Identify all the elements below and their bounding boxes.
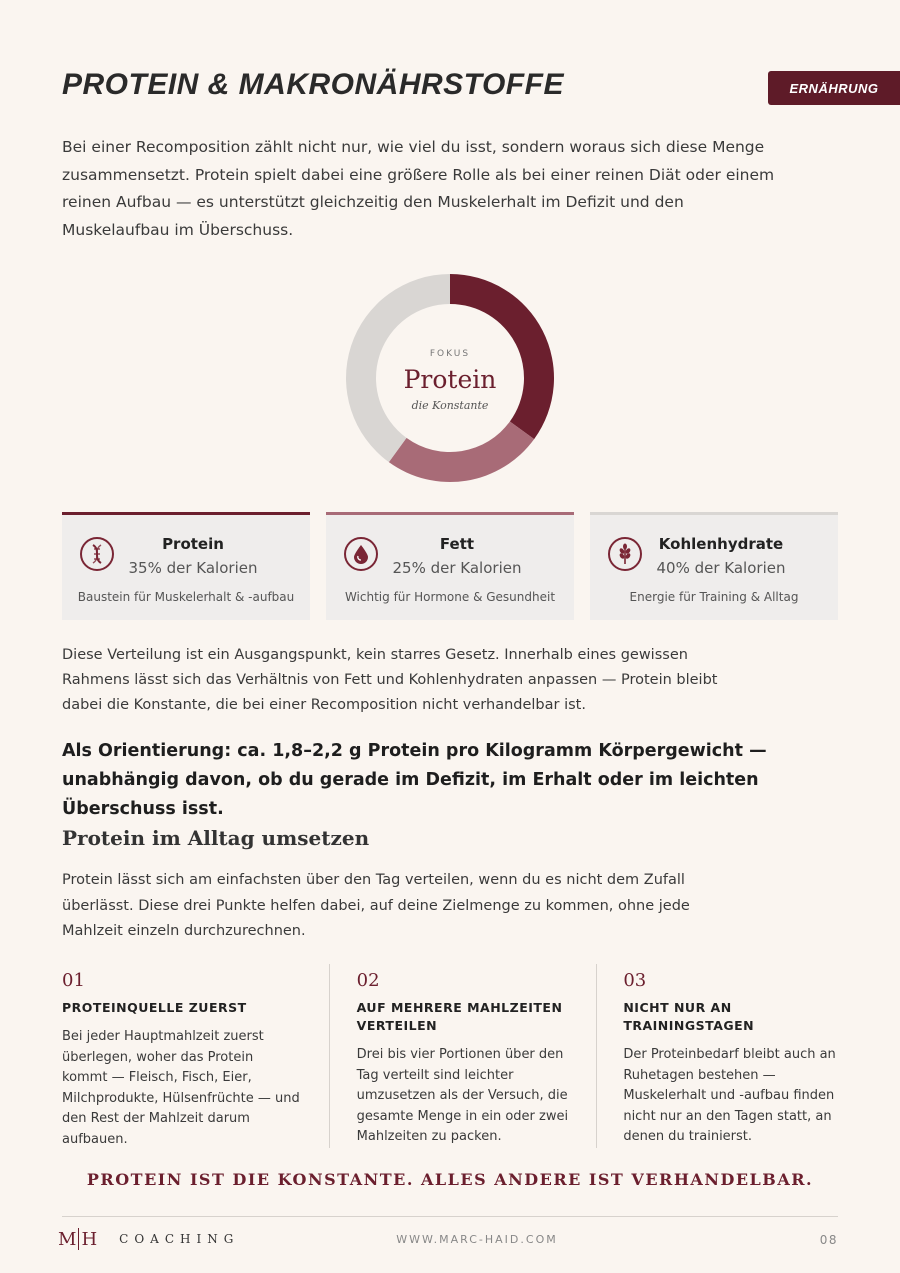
card-percentage: 25% der Kalorien: [392, 559, 522, 577]
tip-text: Bei jeder Hauptmahlzeit zuerst überlegen, woher das Protein kommt — Fleisch, Fisch, Eier, Milchprodukte, Hülsenfrüchte — und den Rest der Mahlzeit darum aufbauen.: [62, 1029, 300, 1147]
page-title: PROTEIN & MAKRONÄHRSTOFFE: [62, 68, 564, 101]
logo-wordmark: COACHING: [119, 1232, 240, 1246]
tip-number: 01: [62, 970, 85, 991]
tip-heading: PROTEINQUELLE ZUERST: [62, 1000, 247, 1015]
macro-card-kohlenhydrate: [590, 512, 838, 620]
logo-h: H: [81, 1228, 98, 1250]
tip-heading: NICHT NUR AN TRAININGSTAGEN: [623, 1000, 755, 1033]
section-title: Protein im Alltag umsetzen: [62, 826, 370, 850]
macro-donut-chart: [345, 273, 555, 483]
tip-column: [357, 964, 572, 1148]
tip-number: 02: [356, 970, 380, 991]
category-badge: ERNÄHRUNG: [768, 71, 900, 105]
column-divider: [329, 964, 330, 1148]
logo-m: M: [58, 1228, 77, 1250]
tip-number: 03: [623, 970, 647, 991]
website-link[interactable]: WWW.MARC-HAID.COM: [396, 1233, 558, 1246]
card-description: Baustein für Muskelerhalt & -aufbau: [77, 590, 295, 604]
footer-divider: [62, 1216, 838, 1217]
section-paragraph: Protein lässt sich am einfachsten über den Tag verteilen, wenn du es nicht dem Zufall überlässt. Diese drei Punkte helfen dabei, auf deine Zielmenge zu kommen, ohne jede Mahlzeit einzeln durchzurechnen.: [62, 872, 690, 939]
tips-columns: [62, 964, 838, 1148]
card-title: Fett: [439, 535, 475, 553]
card-percentage: 35% der Kalorien: [128, 559, 258, 577]
donut-sublabel: die Konstante: [411, 398, 489, 412]
macro-card-fett: [326, 512, 574, 620]
tip-heading: AUF MEHRERE MAHLZEITEN VERTEILEN: [356, 1000, 563, 1033]
intro-paragraph: Bei einer Recomposition zählt nicht nur, wie viel du isst, sondern woraus sich diese Menge zusammensetzt. Protein spielt dabei eine größere Rolle als bei einer reinen Diät oder einem reinen Aufbau — es unterstützt gleichzeitig den Muskelerhalt im Defizit und den Muskelaufbau im Überschuss.: [62, 138, 775, 239]
card-percentage: 40% der Kalorien: [656, 559, 786, 577]
distribution-paragraph: Diese Verteilung ist ein Ausgangspunkt, kein starres Gesetz. Innerhalb eines gewissen Rahmens lässt sich das Verhältnis von Fett und Kohlenhydraten anpassen — Protein bleibt dabei die Konstante, die bei einer Recomposition nicht verhandelbar ist.: [62, 647, 718, 713]
card-title: Protein: [162, 535, 224, 553]
donut-label: Protein: [403, 364, 497, 394]
column-divider: [596, 964, 597, 1148]
tip-text: Der Proteinbedarf bleibt auch an Ruhetagen bestehen — Muskelerhalt und -aufbau finden nicht nur an den Tagen statt, an denen du trainierst.: [623, 1047, 836, 1144]
card-description: Wichtig für Hormone & Gesundheit: [344, 590, 556, 604]
tip-column: [62, 964, 302, 1148]
page-number: 08: [819, 1233, 838, 1247]
card-title: Kohlenhydrate: [658, 535, 784, 553]
macro-card-protein: [62, 512, 310, 620]
tip-text: Drei bis vier Portionen über den Tag verteilt sind leichter umzusetzen als der Versuch, die gesamte Menge in ein oder zwei Mahlzeiten zu packen.: [356, 1047, 569, 1144]
donut-kicker: FOKUS: [429, 348, 471, 359]
protein-guideline: Als Orientierung: ca. 1,8–2,2 g Protein pro Kilogramm Körpergewicht — unabhängig davon, ob du gerade im Defizit, im Erhalt oder im leichten Überschuss isst.: [62, 741, 767, 819]
closing-statement: PROTEIN IST DIE KONSTANTE. ALLES ANDERE IST VERHANDELBAR.: [86, 1170, 814, 1189]
donut-center: [345, 273, 555, 483]
macro-cards: [62, 512, 838, 620]
tip-column: [623, 964, 838, 1148]
card-description: Energie für Training & Alltag: [629, 590, 799, 604]
